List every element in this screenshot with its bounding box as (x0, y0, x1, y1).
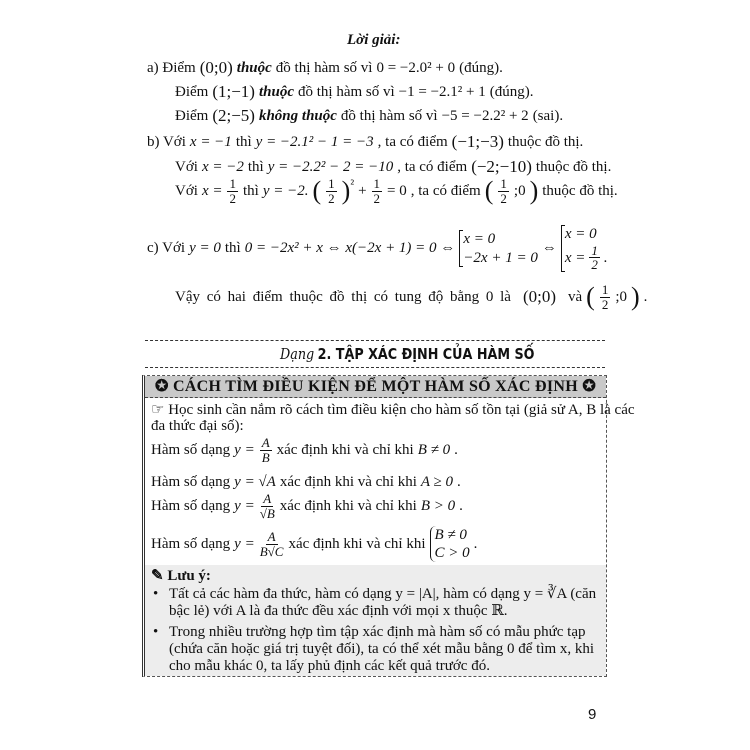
text: thuộc đồ thị. (507, 133, 584, 150)
note-bullet: • Trong nhiều trường hợp tìm tập xác định mà hàm số có mẫu phức tạp (chứa căn hoặc giá trị tuyệt đối), ta có thể xét mẫu bằng 0 để tìm x, khi cho mẫu khác 0, ta lấy phủ định các kết quả trước đó. (151, 624, 601, 675)
text: thì (224, 240, 241, 257)
box-header: ✪ CÁCH TÌM ĐIỀU KIỆN ĐỂ MỘT HÀM SỐ XÁC ĐỊNH ✪ (145, 376, 606, 398)
math: x = −1 (189, 133, 232, 150)
text: Vậy có hai điểm thuộc đồ thị có tung độ bằng 0 là (175, 288, 511, 305)
text: thuộc đồ thị. (535, 158, 612, 175)
box-intro: ☞ Học sinh cần nắm rõ cách tìm điều kiện cho hàm số tồn tại (giả sử A, B là các (151, 402, 635, 418)
text: thuộc (236, 59, 272, 76)
math: −1 = −2.1² + 1 (398, 83, 486, 100)
math: (−1;−3) (451, 132, 504, 151)
bracket-system: x = 0 x = $\frac{1}{2}$ . (561, 225, 608, 272)
text: không thuộc (258, 107, 337, 124)
line-c1: c) Với y = 0 thì 0 = −2x² + x ⇔ x(−2x + 1) = 0 ⇔ x = 0 −2x + 1 = 0 ⇔ x = 0 x = $\frac{1}{2}$ . (147, 226, 608, 273)
text: thuộc đồ thị. (542, 182, 618, 199)
math: x = (201, 182, 223, 199)
rule-row: Hàm số dạng y = √A xác định khi và chỉ khi A ≥ 0 . (151, 474, 461, 490)
page-number: 9 (588, 706, 597, 723)
text: , ta có điểm (377, 133, 448, 150)
text: thì (242, 182, 259, 199)
math: (0;0) (522, 287, 556, 307)
box-intro-2: đa thức đại số): (151, 418, 244, 434)
line-b1 (147, 132, 583, 152)
math: (0;0) (199, 58, 233, 77)
text: , ta có điểm (410, 182, 481, 199)
math: y = −2.1² − 1 = −3 (255, 133, 374, 150)
text: thì (247, 158, 264, 175)
text: Với (175, 158, 198, 175)
divider (145, 367, 605, 368)
math: y = −2.2² − 2 = −10 (267, 158, 394, 175)
text: , ta có điểm (397, 158, 468, 175)
text: b) Với (147, 133, 186, 150)
note-title: ✎ Lưu ý: (151, 568, 211, 584)
math: (−2;−10) (471, 157, 532, 176)
info-box (142, 375, 635, 677)
math: y = −2. (262, 182, 309, 199)
math: 0 = −2x² + x ⇔ x(−2x + 1) = 0 ⇔ (244, 240, 456, 257)
text: đồ thị hàm số vì (340, 107, 438, 124)
fraction: $\frac{1}{2}$ (229, 176, 236, 206)
text: c) Với (147, 240, 186, 257)
fraction: 1 2 (328, 176, 335, 206)
text: đồ thị hàm số vì (297, 83, 395, 100)
line-c2: Vậy có hai điểm thuộc đồ thị có tung độ bằng 0 là (0;0) và ( 1 2 ;0 ) . (175, 282, 648, 312)
line-b2 (175, 157, 611, 177)
text: Điểm (175, 107, 209, 124)
rule-row: Hàm số dạng y = $\frac{A}{B}$ xác định khi và chỉ khi B ≠ 0 . (151, 435, 458, 465)
text: a) Điểm (147, 59, 196, 76)
rule-row: Hàm số dạng y = $\frac{A}{√B}$ xác định khi và chỉ khi B > 0 . (151, 491, 463, 521)
line-a1 (147, 58, 503, 78)
math: x = −2 (201, 158, 244, 175)
text: Điểm (175, 83, 209, 100)
line-b3: Với x = $\frac{1}{2}$ thì y = −2. ( 1 2 ) $^{^2}$ + $\frac{1}{2}$ = 0 , ta có điểm ( 1 2 ;0 ) thuộc đồ thị. (175, 176, 618, 206)
line-a3 (175, 106, 563, 126)
text: đồ thị hàm số vì (275, 59, 373, 76)
bracket-system: x = 0 −2x + 1 = 0 (459, 230, 538, 268)
text: (sai). (532, 107, 564, 124)
fraction: 1 2 (500, 176, 507, 206)
math: (2;−5) (212, 106, 255, 125)
line-a2 (175, 82, 534, 102)
fraction: $\frac{1}{2}$ (373, 176, 381, 206)
note-bullet: • Tất cả các hàm đa thức, hàm có dạng y = |A|, hàm có dạng y = ∛A (căn bậc lẻ) với A là đa thức đều xác định với mọi x thuộc ℝ. (151, 586, 601, 620)
solution-title: Lời giải: (347, 32, 401, 48)
text: thuộc (258, 83, 294, 100)
divider (145, 340, 605, 341)
text: (đúng). (489, 83, 534, 100)
math: y = 0 (189, 240, 221, 257)
rule-row: Hàm số dạng y = $\frac{A}{B√C}$ xác định khi và chỉ khi B ≠ 0 C > 0 . (151, 527, 478, 561)
fraction: 1 2 (601, 282, 609, 312)
math: (1;−1) (212, 82, 255, 101)
text: Với (175, 182, 198, 199)
text: (đúng). (459, 59, 503, 76)
section-title: Dạng 2. TẬP XÁC ĐỊNH CỦA HÀM SỐ (280, 345, 535, 363)
text: thì (235, 133, 252, 150)
text: và (567, 288, 583, 305)
math: 0 = −2.0² + 0 (376, 59, 456, 76)
math: −5 = −2.2² + 2 (441, 107, 529, 124)
